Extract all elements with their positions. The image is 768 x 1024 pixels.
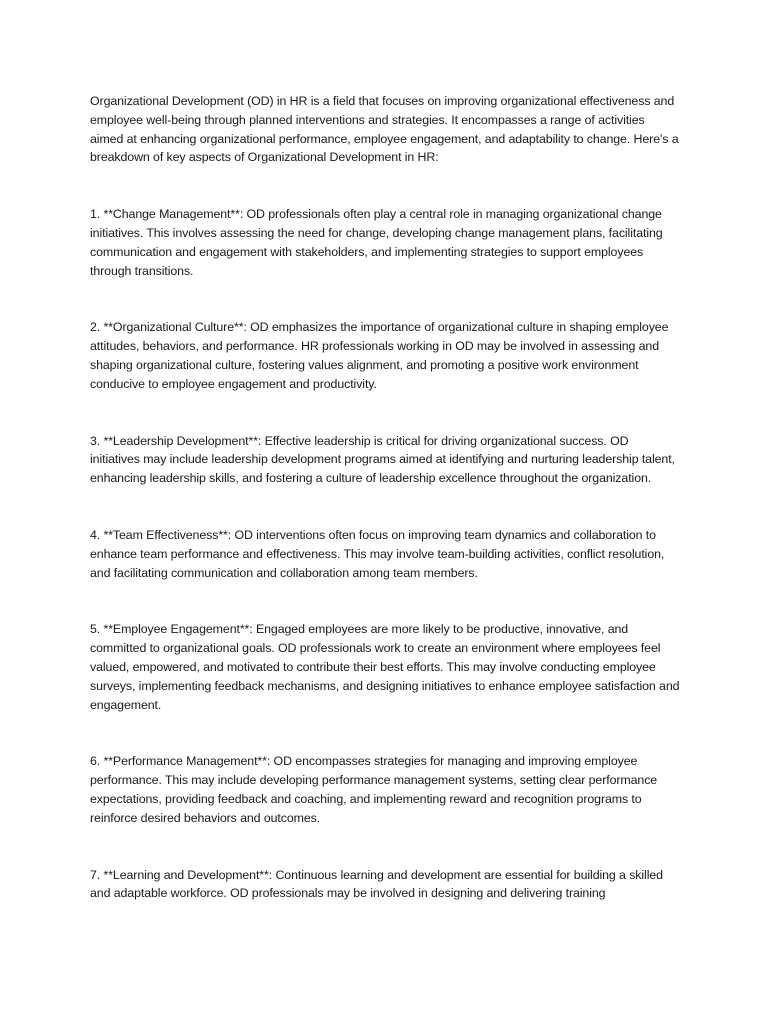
paragraph-employee-engagement: 5. **Employee Engagement**: Engaged employees are more likely to be productive, innovative, and committed to organizational goals. OD professionals work to create an environment where employees feel valued, empowered, and motivated to contribute their best efforts. This may involve conducting employee surveys, implementing feedback mechanisms, and designing initiatives to enhance employee satisfaction and engagement. bbox=[90, 622, 680, 712]
paragraph-learning-development: 7. **Learning and Development**: Continuous learning and development are essential for building a skilled and adaptable workforce. OD professionals may be involved in designing and delivering training bbox=[90, 867, 663, 901]
intro-paragraph: Organizational Development (OD) in HR is a field that focuses on improving organizational effectiveness and employee well-being through planned interventions and strategies. It encompasses a range of activities aimed at enhancing organizational performance, employee engagement, and adaptability to change. Here's a breakdown of key aspects of Organizational Development in HR: bbox=[90, 94, 679, 165]
paragraph-performance-management: 6. **Performance Management**: OD encompasses strategies for managing and improving employee performance. This may include developing performance management systems, setting clear performance expectations, providing feedback and coaching, and implementing reward and recognition programs to reinforce desired behaviors and outcomes. bbox=[90, 754, 658, 825]
paragraph-change-management: 1. **Change Management**: OD professionals often play a central role in managing organizational change initiatives. This involves assessing the need for change, developing change management plans, facilitating communication and engagement with stakeholders, and implementing strategies to support employees through transitions. bbox=[90, 207, 663, 278]
document-body bbox=[90, 92, 680, 941]
paragraph-team-effectiveness: 4. **Team Effectiveness**: OD interventions often focus on improving team dynamics and collaboration to enhance team performance and effectiveness. This may involve team-building activities, conflict resolution, and facilitating communication and collaboration among team members. bbox=[90, 527, 665, 580]
paragraph-leadership-development: 3. **Leadership Development**: Effective leadership is critical for driving organizational success. OD initiatives may include leadership development programs aimed at identifying and nurturing leadership talent, enhancing leadership skills, and fostering a culture of leadership excellence throughout the organization. bbox=[90, 433, 675, 486]
paragraph-organizational-culture: 2. **Organizational Culture**: OD emphasizes the importance of organizational culture in shaping employee attitudes, behaviors, and performance. HR professionals working in OD may be involved in assessing and shaping organizational culture, fostering values alignment, and promoting a positive work environment conducive to employee engagement and productivity. bbox=[90, 320, 669, 391]
